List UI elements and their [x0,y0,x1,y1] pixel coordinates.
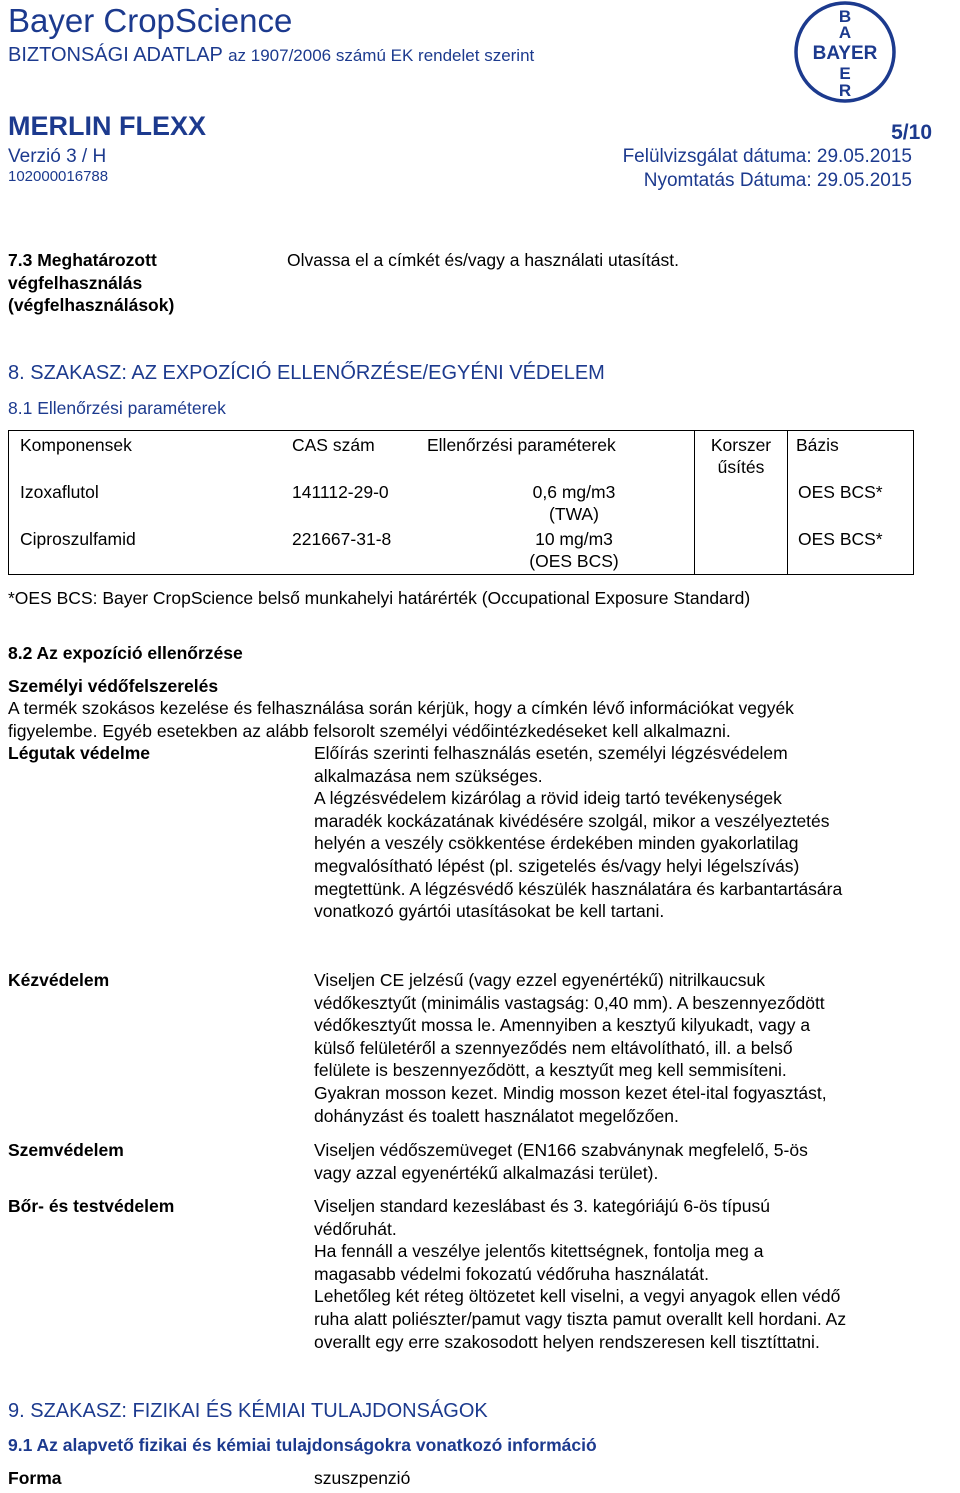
body-protection-line: Ha fennáll a veszélye jelentős kitettségnek, fontolja meg a [314,1241,764,1262]
section-9-1-title: 9.1 Az alapvető fizikai és kémiai tulajdonságokra vonatkozó információ [8,1435,597,1455]
hand-protection-label: Kézvédelem [8,970,110,990]
document-subtitle [8,44,534,67]
svg-text:R: R [838,81,852,100]
section-8-2-title: 8.2 Az expozíció ellenőrzése [8,643,243,663]
section-7-3-label-line: (végfelhasználások) [8,295,175,316]
form-label: Forma [8,1468,62,1488]
table-header-limit [695,434,787,478]
company-name: Bayer CropScience [8,2,293,39]
respiratory-line: megtettünk. A légzésvédő készülék használatára és karbantartására [314,878,843,899]
revision-date: Felülvizsgálat dátuma: 29.05.2015 [622,146,912,167]
body-protection-label: Bőr- és testvédelem [8,1196,175,1216]
subtitle-main: BIZTONSÁGI ADATLAP [8,44,223,66]
table-row-value [449,481,699,525]
body-protection-line: ruha alatt poliészter/pamut vagy tiszta pamut overallt kell hordani. Az [314,1308,847,1329]
hand-protection-text [314,969,934,1127]
version-label: Verzió 3 / H [8,146,107,167]
hand-protection-line: külső felületéről a szennyeződés nem eltávolítható, ill. a belső [314,1037,793,1058]
table-header-params: Ellenőrzési paraméterek [427,435,616,455]
bayer-cross-logo [793,0,897,104]
table-header-cas: CAS szám [292,435,375,455]
section-7-3-label-line: végfelhasználás [8,272,143,293]
ppe-intro-line: A termék szokásos kezelése és felhasználása során kérjük, hogy a címkén lévő információkat vegyék [8,698,794,718]
section-9-title: 9. SZAKASZ: FIZIKAI ÉS KÉMIAI TULAJDONSÁGOK [8,1400,488,1422]
document-number: 102000016788 [8,168,109,185]
ppe-intro-line: figyelembe. Egyéb esetekben az alább felsorolt személyi védőintézkedéseket kell alkalmazni. [8,720,731,741]
table-row-cas: 221667-31-8 [292,529,392,549]
respiratory-text [314,742,934,923]
table-row-value-amount: 0,6 mg/m3 [532,482,616,502]
respiratory-line: A légzésvédelem kizárólag a rövid ideig tartó tevékenységek [314,788,782,809]
table-footnote: *OES BCS: Bayer CropScience belső munkahelyi határérték (Occupational Exposure Standard) [8,588,751,608]
table-divider [787,431,788,574]
eye-protection-line: vagy azzal egyenértékű alkalmazási terület). [314,1162,659,1183]
ppe-heading: Személyi védőfelszerelés [8,676,219,696]
table-row-value-type: (OES BCS) [529,551,619,571]
exposure-limits-table [8,430,914,575]
subtitle-regulation: az 1907/2006 számú EK rendelet szerint [228,46,535,65]
hand-protection-line: védőkesztyűt (minimális vastagság: 0,40 mm). A beszennyeződött [314,992,825,1013]
table-row-component: Izoxaflutol [20,482,99,502]
section-8-title: 8. SZAKASZ: AZ EXPOZÍCIÓ ELLENŐRZÉSE/EGYÉNI VÉDELEM [8,362,605,384]
section-7-3-label [8,249,174,317]
respiratory-line: megvalósítható lépést (pl. szigetelés és/vagy helyi légelszívás) [314,855,800,876]
body-protection-line: Lehetőleg két réteg öltözetet kell viselni, a vegyi anyagok ellen védő [314,1286,841,1307]
hand-protection-line: felülete is beszennyeződött, a kesztyűt meg kell semmisíteni. [314,1060,787,1081]
table-row-basis: OES BCS* [798,529,883,549]
table-header-limit-line: Korszer [710,435,772,455]
print-date: Nyomtatás Dátuma: 29.05.2015 [643,170,912,191]
table-row-value [449,528,699,572]
table-row-cas: 141112-29-0 [292,482,389,502]
section-7-3-text: Olvassa el a címkét és/vagy a használati utasítást. [287,250,679,270]
respiratory-line: helyén a veszély csökkentése érdekében minden gyakorlatilag [314,833,799,854]
table-row-component: Ciproszulfamid [20,529,136,549]
table-header-basis: Bázis [796,435,839,455]
svg-text:B: B [838,7,852,26]
respiratory-line: Előírás szerinti felhasználás esetén, személyi légzésvédelem [314,743,788,763]
hand-protection-line: dohányzást és toalett használatot megelőzően. [314,1105,679,1126]
respiratory-line: vonatkozó gyártói utasításokat be kell tartani. [314,901,665,922]
eye-protection-text [314,1139,934,1184]
body-protection-line: Viseljen standard kezeslábast és 3. kategóriájú 6-ös típusú [314,1196,770,1216]
eye-protection-label: Szemvédelem [8,1140,124,1160]
table-row-value-amount: 10 mg/m3 [535,529,613,549]
body-protection-line: védőruhát. [314,1218,397,1239]
hand-protection-line: Viseljen CE jelzésű (vagy ezzel egyenértékű) nitrilkaucsuk [314,970,766,990]
table-row-basis: OES BCS* [798,482,883,502]
ppe-intro [8,697,794,742]
svg-text:A: A [838,23,852,42]
form-value: szuszpenzió [314,1468,411,1488]
body-protection-line: overallt egy erre szakosodott helyen rendszeresen kell tisztíttatni. [314,1331,820,1352]
body-protection-line: magasabb védelmi fokozatú védőruha használatát. [314,1263,709,1284]
svg-text:BAYER: BAYER [812,43,878,64]
hand-protection-line: védőkesztyűt mossa le. Amennyiben a kesztyű kilyukadt, vagy a [314,1015,811,1036]
table-header-limit-line: űsítés [717,457,765,477]
hand-protection-line: Gyakran mosson kezet. Mindig mosson kezet étel-ital fogyasztást, [314,1082,827,1103]
respiratory-line: alkalmazása nem szükséges. [314,765,543,786]
svg-text:E: E [839,64,851,83]
section-7-3-label-line: 7.3 Meghatározott [8,250,157,270]
table-header-components: Komponensek [20,435,132,455]
respiratory-line: maradék kockázatának kivédésére szolgál, mikor a veszélyeztetés [314,810,830,831]
page-number: 5/10 [891,121,932,144]
table-row-value-type: (TWA) [549,504,599,524]
eye-protection-line: Viseljen védőszemüveget (EN166 szabványnak megfelelő, 5-ös [314,1140,808,1160]
section-8-1-title: 8.1 Ellenőrzési paraméterek [8,398,226,418]
body-protection-text [314,1195,934,1353]
product-name: MERLIN FLEXX [8,111,207,141]
respiratory-label: Légutak védelme [8,743,150,763]
